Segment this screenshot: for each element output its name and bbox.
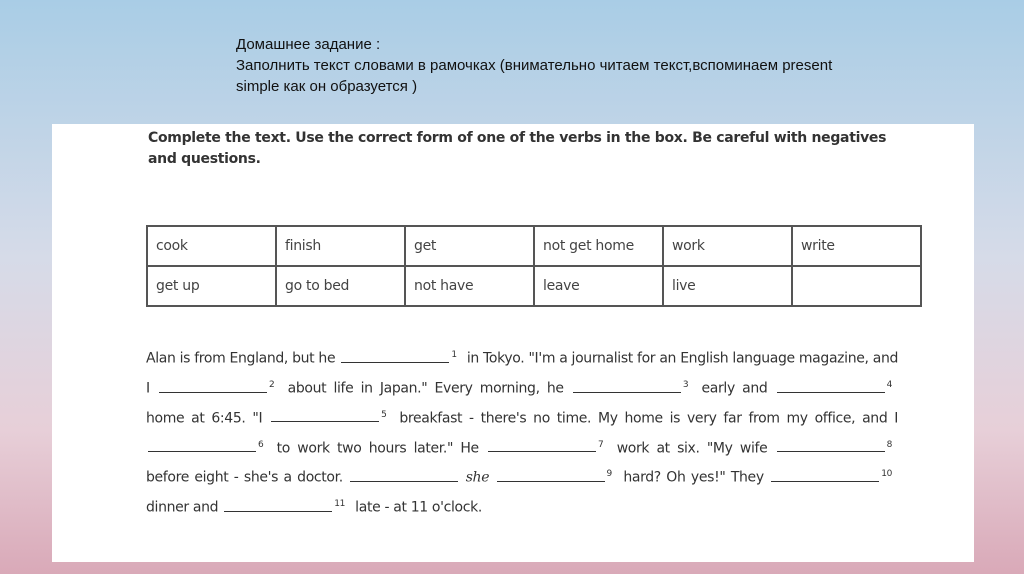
- blank-number: 8: [886, 439, 892, 450]
- answer-blank: [271, 409, 379, 422]
- text-segment: breakfast - there's no time. My home is very far from my office, and I: [399, 410, 899, 427]
- blank-number: 5: [381, 409, 387, 420]
- verb-cell: not get home: [534, 226, 663, 266]
- answer-blank: [350, 469, 458, 482]
- verb-cell: not have: [405, 266, 534, 306]
- blank-number: 7: [598, 439, 604, 450]
- blank-number: 10: [881, 469, 892, 480]
- verb-cell: get: [405, 226, 534, 266]
- worksheet-image: [52, 124, 974, 562]
- text-segment: dinner and: [146, 499, 219, 516]
- verb-cell: go to bed: [276, 266, 405, 306]
- blank-number: 6: [258, 439, 264, 450]
- text-segment: to work two hours later." He: [276, 440, 479, 457]
- verb-box: [146, 225, 922, 307]
- answer-blank: [777, 380, 885, 393]
- blank-number: 1: [451, 350, 457, 360]
- homework-title: Домашнее задание :: [236, 36, 381, 53]
- verb-cell: finish: [276, 226, 405, 266]
- exercise-instructions: Complete the text. Use the correct form of one of the verbs in the box. Be careful with negatives and questions.: [148, 130, 887, 167]
- answer-blank: [159, 380, 267, 393]
- text-segment: home at 6:45. "I: [146, 410, 263, 427]
- answer-blank: [771, 469, 879, 482]
- text-segment: in Tokyo. "I'm a journalist for an English language magazine, and I: [146, 350, 899, 397]
- text-segment: Alan is from England, but he: [146, 350, 336, 367]
- text-segment: early and: [701, 380, 768, 397]
- verb-cell: write: [792, 226, 921, 266]
- text-segment: about life in Japan." Every morning, he: [287, 380, 564, 397]
- blank-number: 2: [269, 379, 275, 390]
- text-segment: work at six. "My wife: [616, 440, 768, 457]
- answer-blank: [497, 469, 605, 482]
- answer-blank: [777, 439, 885, 452]
- blank-number: 11: [334, 499, 346, 510]
- verb-box-row: [147, 266, 921, 306]
- verb-cell: cook: [147, 226, 276, 266]
- handwritten-word: she: [465, 470, 490, 487]
- gap-fill-text: [146, 342, 898, 521]
- homework-task-line-1: Заполнить текст словами в рамочках (внимательно читаем текст,вспоминаем present: [236, 57, 833, 74]
- verb-cell: get up: [147, 266, 276, 306]
- blank-number: 4: [886, 379, 892, 390]
- blank-number: 9: [606, 469, 612, 480]
- verb-cell-empty: [792, 266, 921, 306]
- verb-cell: live: [663, 266, 792, 306]
- verb-box-row: [147, 226, 921, 266]
- text-segment: before eight - she's a doctor.: [146, 470, 343, 487]
- verb-cell: leave: [534, 266, 663, 306]
- answer-blank: [148, 439, 256, 452]
- blank-number: 3: [682, 379, 689, 390]
- answer-blank: [573, 380, 681, 393]
- slide-header: [236, 34, 956, 97]
- text-segment: hard? Oh yes!" They: [623, 470, 764, 487]
- homework-task-line-2: simple как он образуется ): [236, 78, 418, 95]
- answer-blank: [224, 499, 332, 512]
- answer-blank: [488, 439, 596, 452]
- answer-blank: [341, 350, 449, 363]
- text-segment: late - at 11 o'clock.: [355, 499, 482, 516]
- verb-cell: work: [663, 226, 792, 266]
